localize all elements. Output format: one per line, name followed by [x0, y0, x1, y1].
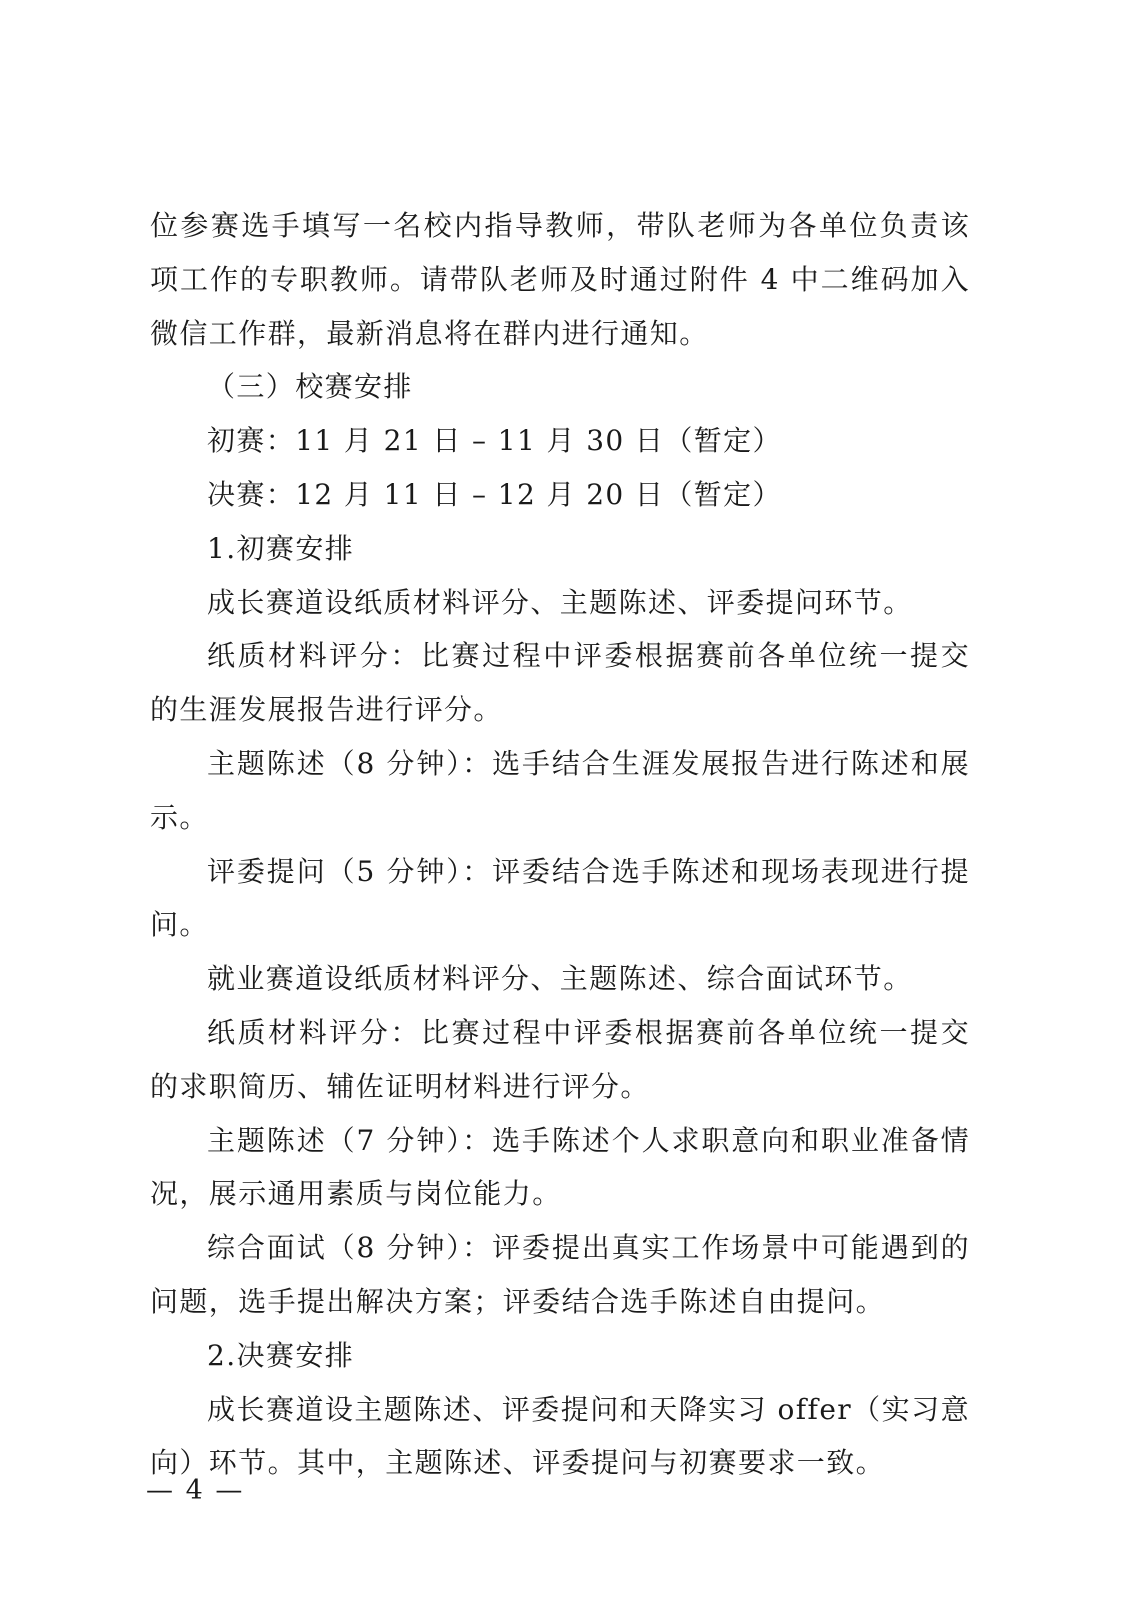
paragraph-paper-scoring-growth: 纸质材料评分：比赛过程中评委根据赛前各单位统一提交的生涯发展报告进行评分。 — [150, 639, 970, 727]
paragraph-continuation: 位参赛选手填写一名校内指导教师，带队老师为各单位负责该项工作的专职教师。请带队老师及时通过附件 4 中二维码加入微信工作群，最新消息将在群内进行通知。 — [150, 209, 970, 350]
final-dates: 决赛：12 月 11 日 – 12 月 20 日（暂定） — [207, 477, 782, 511]
paragraph-employment-track: 就业赛道设纸质材料评分、主题陈述、综合面试环节。 — [207, 962, 913, 996]
section-heading-school-competition: （三）校赛安排 — [207, 370, 413, 404]
page-number: — 4 — — [146, 1475, 245, 1506]
paragraph-theme-statement-growth: 主题陈述（8 分钟）：选手结合生涯发展报告进行陈述和展示。 — [150, 746, 970, 834]
paragraph-paper-scoring-employment: 纸质材料评分：比赛过程中评委根据赛前各单位统一提交的求职简历、辅佐证明材料进行评分。 — [150, 1015, 970, 1103]
subheading-preliminary: 1.初赛安排 — [207, 531, 355, 565]
document-body — [150, 199, 970, 1490]
paragraph-theme-statement-employment: 主题陈述（7 分钟）：选手陈述个人求职意向和职业准备情况，展示通用素质与岗位能力。 — [150, 1123, 970, 1211]
paragraph-comprehensive-interview: 综合面试（8 分钟）：评委提出真实工作场景中可能遇到的问题，选手提出解决方案；评委结合选手陈述自由提问。 — [150, 1231, 970, 1318]
subheading-final: 2.决赛安排 — [207, 1338, 355, 1372]
paragraph-final-growth-track: 成长赛道设主题陈述、评委提问和天降实习 offer（实习意向）环节。其中，主题陈述、评委提问与初赛要求一致。 — [150, 1392, 970, 1480]
paragraph-judge-questions: 评委提问（5 分钟）：评委结合选手陈述和现场表现进行提问。 — [150, 854, 970, 942]
paragraph-growth-track: 成长赛道设纸质材料评分、主题陈述、评委提问环节。 — [207, 585, 913, 619]
preliminary-dates: 初赛：11 月 21 日 – 11 月 30 日（暂定） — [207, 424, 782, 458]
